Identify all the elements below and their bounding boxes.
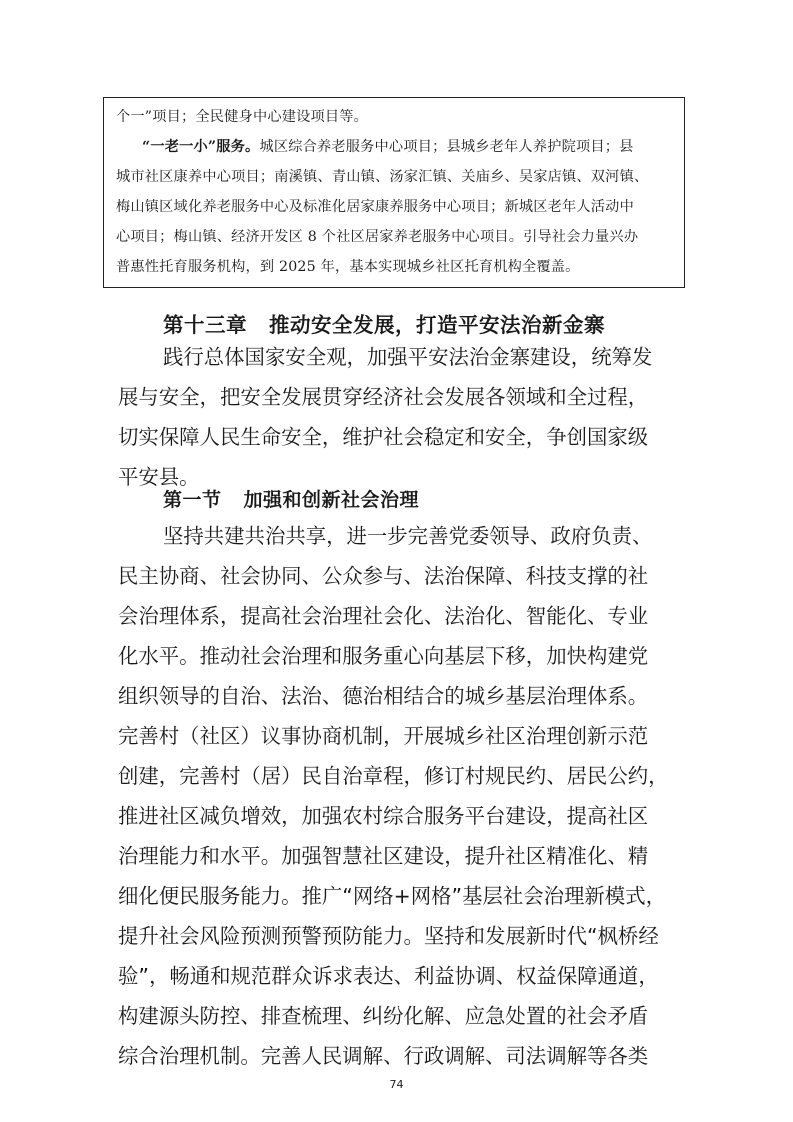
paragraph-line: 完善村（社区）议事协商机制，开展城乡社区治理创新示范: [118, 724, 649, 748]
paragraph-line: 坚持共建共治共享，进一步完善党委领导、政府负责、: [163, 524, 653, 548]
highlight-box: [103, 97, 685, 288]
paragraph-line: 创建，完善村（居）民自治章程，修订村规民约、居民公约，: [118, 764, 669, 788]
section-title: 加强和创新社会治理: [243, 489, 420, 511]
chapter-number: 第十三章: [163, 313, 247, 337]
box-text-line: [142, 132, 634, 162]
section-heading: [163, 485, 419, 512]
paragraph-line: 民主协商、社会协同、公众参与、法治保障、科技支撑的社: [118, 564, 649, 588]
paragraph-line: 组织领导的自治、法治、德治相结合的城乡基层治理体系。: [118, 684, 649, 708]
paragraph-line: 切实保障人民生命安全，维护社会稳定和安全，争创国家级: [118, 425, 649, 449]
page-number: 74: [389, 1078, 404, 1091]
box-text-line: 心项目；梅山镇、经济开发区 8 个社区居家养老服务中心项目。引导社会力量兴办: [116, 229, 639, 245]
paragraph-line: 提升社会风险预测预警预防能力。坚持和发展新时代“枫桥经: [118, 924, 659, 948]
paragraph-line: 展与安全，把安全发展贯穿经济社会发展各领域和全过程，: [118, 385, 649, 409]
paragraph-line: 平安县。: [118, 465, 200, 489]
box-text: 城区综合养老服务中心项目；县城乡老年人养护院项目；县: [259, 139, 634, 155]
chapter-title: 推动安全发展，打造平安法治新金寨: [269, 313, 605, 337]
section-number: 第一节: [163, 489, 222, 511]
paragraph-line: 构建源头防控、排查梳理、纠纷化解、应急处置的社会矛盾: [118, 1004, 649, 1028]
box-text-line: 普惠性托育服务机构，到 2025 年，基本实现城乡社区托育机构全覆盖。: [116, 259, 580, 275]
chapter-heading: [163, 308, 605, 338]
paragraph-line: 会治理体系，提高社会治理社会化、法治化、智能化、专业: [118, 604, 649, 628]
paragraph-line: 化水平。推动社会治理和服务重心向基层下移，加快构建党: [118, 644, 649, 668]
box-text-line: 城市社区康养中心项目；南溪镇、青山镇、汤家汇镇、关庙乡、吴家店镇、双河镇、: [116, 169, 649, 185]
box-heading: “一老一小”服务。: [142, 139, 260, 155]
paragraph-line: 推进社区减负增效，加强农村综合服务平台建设，提高社区: [118, 804, 649, 828]
paragraph-line: 综合治理机制。完善人民调解、行政调解、司法调解等各类: [118, 1044, 649, 1068]
box-text-line: 梅山镇区域化养老服务中心及标准化居家康养服务中心项目；新城区老年人活动中: [116, 199, 634, 215]
paragraph-line: 细化便民服务能力。推广“网络+网格”基层社会治理新模式，: [118, 884, 666, 908]
paragraph-line: 验”，畅通和规范群众诉求表达、利益协调、权益保障通道，: [118, 964, 659, 988]
paragraph-line: 践行总体国家安全观，加强平安法治金寨建设，统筹发: [163, 345, 653, 369]
paragraph-line: 治理能力和水平。加强智慧社区建设，提升社区精准化、精: [118, 844, 649, 868]
box-text-line: 个一”项目；全民健身中心建设项目等。: [116, 109, 369, 125]
